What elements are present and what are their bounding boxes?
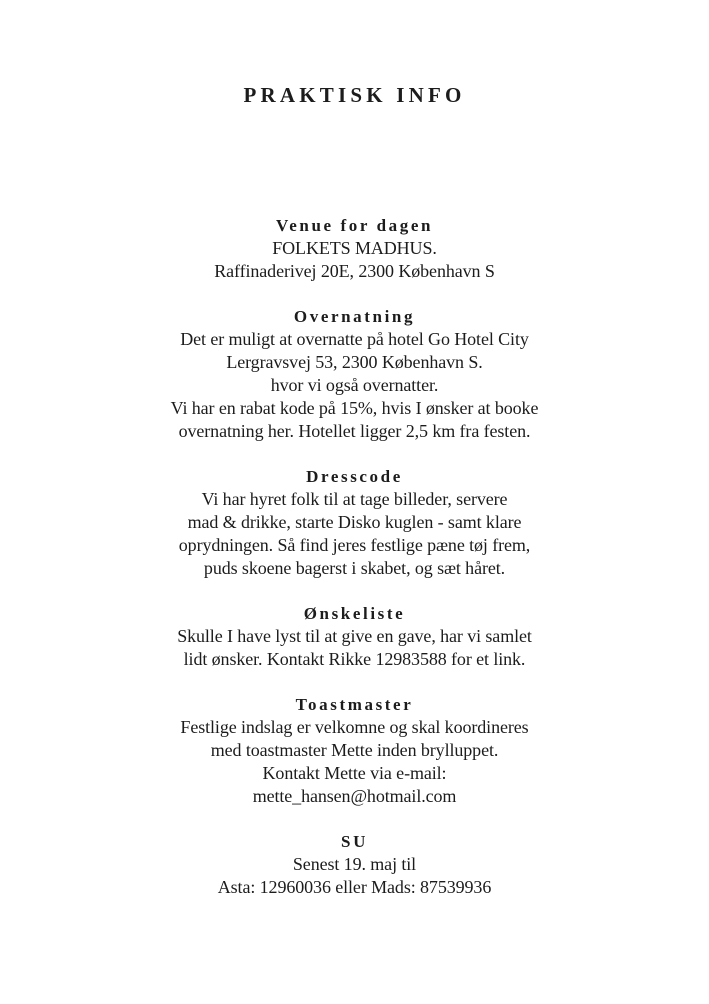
page-title: PRAKTISK INFO [243,83,466,107]
section-heading: Toastmaster [295,695,414,714]
section-line: Kontakt Mette via e-mail: [262,763,447,783]
section-line: Asta: 12960036 eller Mads: 87539936 [217,877,492,897]
section-su [0,830,709,899]
section-line: oprydningen. Så find jeres festlige pæne tøj frem, [178,535,531,555]
section-line: mette_hansen@hotmail.com [252,786,457,806]
section-line: Lergravsvej 53, 2300 København S. [226,352,483,372]
section-line: Senest 19. maj til [292,854,417,874]
section-line: Raffinaderivej 20E, 2300 København S [214,261,495,281]
section-heading: Overnatning [293,307,416,326]
section-heading: SU [341,832,368,851]
section-line: Festlige indslag er velkomne og skal koordineres [180,717,529,737]
section-toastmaster [0,693,709,808]
section-overnatning [0,305,709,443]
section-line: Det er muligt at overnatte på hotel Go Hotel City [180,329,529,349]
section-venue [0,214,709,283]
section-line: lidt ønsker. Kontakt Rikke 12983588 for et link. [183,649,526,669]
section-line: hvor vi også overnatter. [270,375,439,395]
info-sections [0,214,709,921]
section-heading: Dresscode [306,467,403,486]
section-line: mad & drikke, starte Disko kuglen - samt klare [187,512,522,532]
section-line: puds skoene bagerst i skabet, og sæt håret. [203,558,506,578]
section-line: Vi har en rabat kode på 15%, hvis I ønsker at booke [170,398,539,418]
section-heading: Ønskeliste [303,604,406,623]
section-onskeliste [0,602,709,671]
section-line: med toastmaster Mette inden brylluppet. [210,740,499,760]
section-line: Vi har hyret folk til at tage billeder, servere [201,489,508,509]
section-line: FOLKETS MADHUS. [272,238,437,258]
section-line: overnatning her. Hotellet ligger 2,5 km fra festen. [178,421,531,441]
section-heading: Venue for dagen [275,216,434,235]
section-line: Skulle I have lyst til at give en gave, har vi samlet [177,626,532,646]
section-dresscode [0,465,709,580]
